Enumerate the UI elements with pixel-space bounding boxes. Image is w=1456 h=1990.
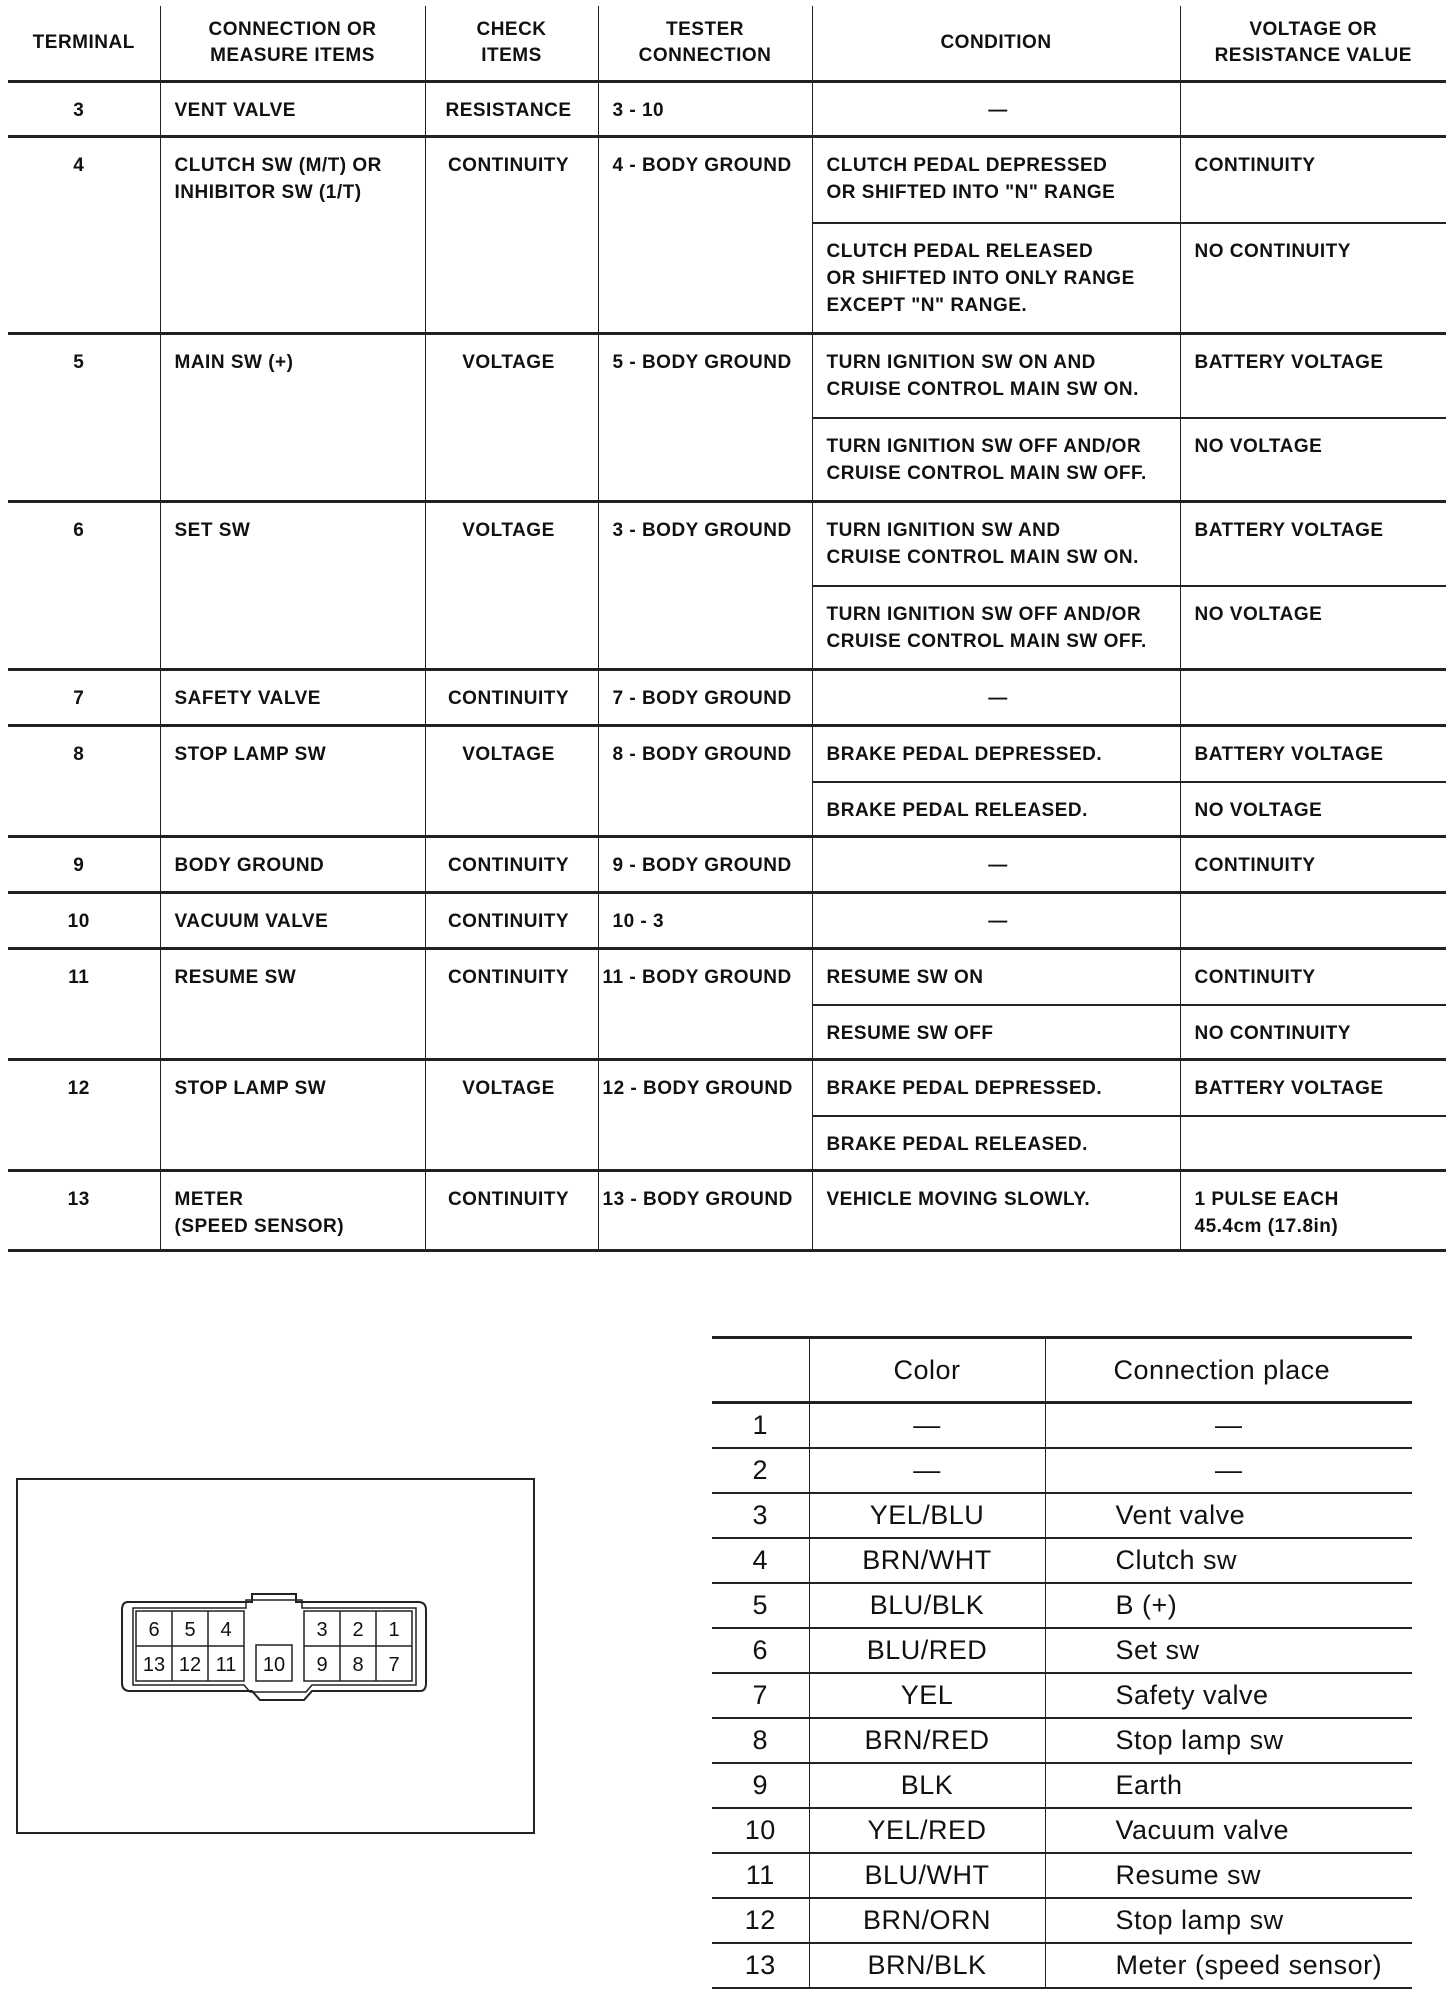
connection-place: Earth [1045,1763,1412,1808]
wire-color: BLU/BLK [809,1583,1045,1628]
pin-label: 5 [184,1619,196,1641]
pin-number: 1 [712,1403,809,1449]
pin-number: 10 [712,1808,809,1853]
pin-label: 4 [220,1619,232,1641]
table-row [8,1060,1446,1116]
header-terminal: TERMINAL [8,6,160,82]
value [1180,1116,1446,1171]
table-row [8,137,1446,223]
table-row [712,1898,1412,1943]
wire-color: BLU/WHT [809,1853,1045,1898]
measure-item: CLUTCH SW (M/T) OR INHIBITOR SW (1/T) [160,137,425,334]
wire-color: YEL [809,1673,1045,1718]
tester-connection: 12 - BODY GROUND [598,1060,812,1171]
value: BATTERY VOLTAGE [1180,502,1446,586]
table-row [8,670,1446,726]
pin-number: 8 [712,1718,809,1763]
condition: TURN IGNITION SW OFF AND/OR CRUISE CONTROL MAIN SW OFF. [812,418,1180,502]
tester-connection: 9 - BODY GROUND [598,837,812,893]
condition: BRAKE PEDAL DEPRESSED. [812,1060,1180,1116]
condition: TURN IGNITION SW OFF AND/OR CRUISE CONTROL MAIN SW OFF. [812,586,1180,670]
connection-place: Safety valve [1045,1673,1412,1718]
pin-number: 2 [712,1448,809,1493]
table-row [712,1403,1412,1449]
table-row [712,1628,1412,1673]
connection-place: Stop lamp sw [1045,1898,1412,1943]
value: 1 PULSE EACH 45.4cm (17.8in) [1180,1171,1446,1251]
measure-item: VENT VALVE [160,82,425,137]
tester-connection: 10 - 3 [598,893,812,949]
value [1180,670,1446,726]
condition: — [812,837,1180,893]
table-row [712,1583,1412,1628]
condition: — [812,82,1180,137]
value: CONTINUITY [1180,949,1446,1005]
tester-connection: 13 - BODY GROUND [598,1171,812,1251]
connector-housing [122,1594,426,1700]
measure-item: METER (SPEED SENSOR) [160,1171,425,1251]
check-item: VOLTAGE [425,502,598,670]
condition: — [812,670,1180,726]
connection-place: Set sw [1045,1628,1412,1673]
pin-label: 12 [178,1654,202,1676]
wire-color-table [712,1336,1412,1989]
wire-color: BRN/WHT [809,1538,1045,1583]
value: CONTINUITY [1180,137,1446,223]
connection-place: Meter (speed sensor) [1045,1943,1412,1988]
pin-number: 7 [712,1673,809,1718]
check-item: CONTINUITY [425,949,598,1060]
measure-item: RESUME SW [160,949,425,1060]
measure-item: VACUUM VALVE [160,893,425,949]
tester-connection: 4 - BODY GROUND [598,137,812,334]
table-row [8,949,1446,1005]
condition: BRAKE PEDAL DEPRESSED. [812,726,1180,782]
pin-number: 12 [712,1898,809,1943]
measure-item: SET SW [160,502,425,670]
header-value: VOLTAGE OR RESISTANCE VALUE [1180,6,1446,82]
table-row [712,1943,1412,1988]
table-row [712,1853,1412,1898]
pin-number: 6 [712,1628,809,1673]
table-row [712,1763,1412,1808]
check-item: VOLTAGE [425,1060,598,1171]
inspection-table-header [8,6,1446,82]
table-row [712,1493,1412,1538]
check-item: CONTINUITY [425,1171,598,1251]
pin-number: 4 [712,1538,809,1583]
value: NO CONTINUITY [1180,223,1446,334]
measure-item: MAIN SW (+) [160,334,425,502]
terminal-number: 11 [8,949,160,1060]
value: BATTERY VOLTAGE [1180,726,1446,782]
wire-color: BRN/RED [809,1718,1045,1763]
table-row [712,1718,1412,1763]
value: NO VOLTAGE [1180,782,1446,837]
connection-place: Resume sw [1045,1853,1412,1898]
connection-place: Vent valve [1045,1493,1412,1538]
check-item: CONTINUITY [425,670,598,726]
table-row [8,726,1446,782]
pin-label: 11 [215,1654,237,1676]
header-check-items: CHECK ITEMS [425,6,598,82]
header-color: Color [809,1338,1045,1403]
condition: BRAKE PEDAL RELEASED. [812,1116,1180,1171]
measure-item: SAFETY VALVE [160,670,425,726]
pin-label: 13 [142,1654,166,1676]
color-table-body [712,1403,1412,1989]
pin-label: 8 [352,1654,364,1676]
value [1180,82,1446,137]
header-connection-place: Connection place [1045,1338,1412,1403]
wire-color: — [809,1403,1045,1449]
connection-place: B (+) [1045,1583,1412,1628]
pin-number: 9 [712,1763,809,1808]
tester-connection: 3 - 10 [598,82,812,137]
wire-color: BLU/RED [809,1628,1045,1673]
value: NO VOLTAGE [1180,586,1446,670]
connection-place: — [1045,1403,1412,1449]
connection-place: — [1045,1448,1412,1493]
tester-connection: 5 - BODY GROUND [598,334,812,502]
table-row [8,1171,1446,1251]
pin-number: 11 [712,1853,809,1898]
color-table-header [712,1338,1412,1403]
condition: VEHICLE MOVING SLOWLY. [812,1171,1180,1251]
pin-label: 7 [388,1654,400,1676]
condition: — [812,893,1180,949]
header-tester-connection: TESTER CONNECTION [598,6,812,82]
connection-place: Vacuum valve [1045,1808,1412,1853]
check-item: CONTINUITY [425,893,598,949]
wire-color: BRN/BLK [809,1943,1045,1988]
table-row [712,1538,1412,1583]
tester-connection: 7 - BODY GROUND [598,670,812,726]
pin-label: 10 [262,1654,286,1676]
value: NO VOLTAGE [1180,418,1446,502]
header-pin [712,1338,809,1403]
pin-label: 2 [352,1619,364,1641]
table-row [712,1448,1412,1493]
pin-number: 3 [712,1493,809,1538]
connector-diagram [16,1478,537,1836]
table-row [712,1808,1412,1853]
condition: TURN IGNITION SW AND CRUISE CONTROL MAIN SW ON. [812,502,1180,586]
pin-label: 6 [148,1619,160,1641]
terminal-inspection-table [8,6,1446,1252]
check-item: CONTINUITY [425,837,598,893]
wire-color: BRN/ORN [809,1898,1045,1943]
check-item: VOLTAGE [425,334,598,502]
condition: RESUME SW OFF [812,1005,1180,1060]
pin-label: 9 [316,1654,328,1676]
condition: TURN IGNITION SW ON AND CRUISE CONTROL MAIN SW ON. [812,334,1180,418]
table-row [8,837,1446,893]
value: NO CONTINUITY [1180,1005,1446,1060]
terminal-number: 7 [8,670,160,726]
value: BATTERY VOLTAGE [1180,334,1446,418]
header-condition: CONDITION [812,6,1180,82]
tester-connection: 11 - BODY GROUND [598,949,812,1060]
wire-color: BLK [809,1763,1045,1808]
tester-connection: 8 - BODY GROUND [598,726,812,837]
terminal-number: 10 [8,893,160,949]
check-item: VOLTAGE [425,726,598,837]
table-row [8,502,1446,586]
condition: RESUME SW ON [812,949,1180,1005]
terminal-number: 5 [8,334,160,502]
wire-color: — [809,1448,1045,1493]
check-item: CONTINUITY [425,137,598,334]
measure-item: STOP LAMP SW [160,726,425,837]
terminal-number: 9 [8,837,160,893]
terminal-number: 8 [8,726,160,837]
inspection-table-body [8,82,1446,1251]
wire-color: YEL/RED [809,1808,1045,1853]
terminal-number: 12 [8,1060,160,1171]
table-row [8,334,1446,418]
measure-item: BODY GROUND [160,837,425,893]
value: BATTERY VOLTAGE [1180,1060,1446,1116]
header-connection-items: CONNECTION OR MEASURE ITEMS [160,6,425,82]
pin-label: 1 [388,1619,400,1641]
terminal-number: 3 [8,82,160,137]
condition: CLUTCH PEDAL DEPRESSED OR SHIFTED INTO "N" RANGE [812,137,1180,223]
terminal-number: 13 [8,1171,160,1251]
table-row [8,82,1446,137]
measure-item: STOP LAMP SW [160,1060,425,1171]
table-row [712,1673,1412,1718]
condition: CLUTCH PEDAL RELEASED OR SHIFTED INTO ONLY RANGE EXCEPT "N" RANGE. [812,223,1180,334]
pin-number: 5 [712,1583,809,1628]
connection-place: Clutch sw [1045,1538,1412,1583]
wire-color: YEL/BLU [809,1493,1045,1538]
terminal-number: 6 [8,502,160,670]
value: CONTINUITY [1180,837,1446,893]
tester-connection: 3 - BODY GROUND [598,502,812,670]
value [1180,893,1446,949]
table-row [8,893,1446,949]
pin-label: 3 [316,1619,328,1641]
pin-number: 13 [712,1943,809,1988]
terminal-number: 4 [8,137,160,334]
connection-place: Stop lamp sw [1045,1718,1412,1763]
check-item: RESISTANCE [425,82,598,137]
condition: BRAKE PEDAL RELEASED. [812,782,1180,837]
